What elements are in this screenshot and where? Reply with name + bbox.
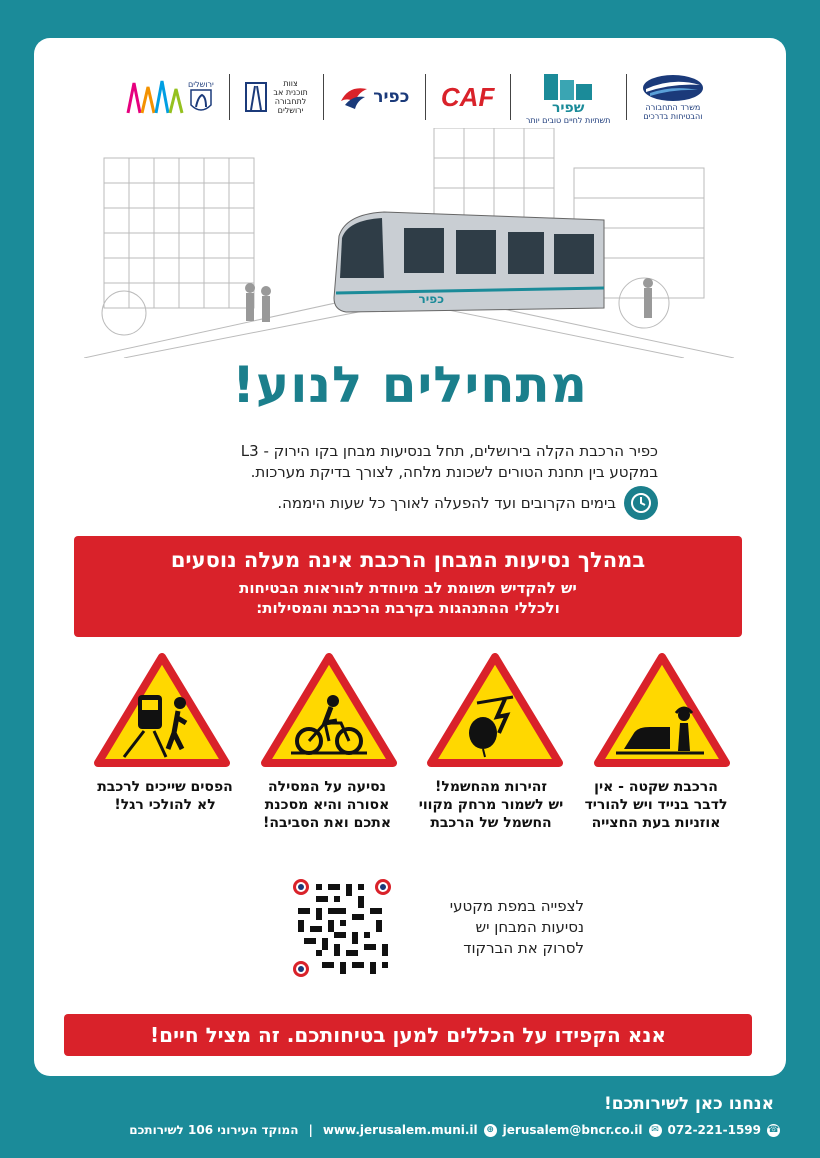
rule-line: זהירות מהחשמל! [435,779,547,795]
rule-captions [86,778,746,878]
qr-line2: נסיעות המבחן יש [475,918,584,936]
qr-line3: לסרוק את הברקוד [463,939,584,957]
rule-line: הרכבת שקטה - אין [594,779,718,795]
warning-sub2: ולכללי ההתנהגות בקרבת הרכבת והמסילות: [256,599,560,617]
shapir-tagline: תשתיות לחיים טובים יותר [525,115,611,125]
logo-divider [229,74,230,120]
intro-line2: במקטע בין תחנת הטורים לשכונת מלחה, לצורך בדיקת מערכות. [250,463,658,481]
safety-signs [94,653,734,768]
footer-title: אנחנו כאן לשירותכם! [603,1094,774,1114]
footer-divider: | [308,1123,313,1137]
globe-icon: ⊕ [484,1124,497,1137]
rule-line: יש לשמור מרחק מקווי [418,797,564,813]
footer-email[interactable]: jerusalem@bncr.co.il [502,1123,643,1137]
caf-logo [441,82,494,113]
rule-line: לדבר בנייד ויש להוריד [584,797,728,813]
kfir-lion-icon [339,83,369,111]
rule-line: הפסים שייכים לרכבת [97,779,233,795]
jerusalem-skyline-icon [124,77,184,117]
kfir-logo [339,83,409,111]
ministry-line2: והבטיחות בדרכים [643,112,703,121]
rule-line: אתכם ואת הסביבה! [262,815,392,831]
rule-line: החשמל של הרכבת [430,815,552,831]
logo-divider [425,74,426,120]
schedule-text: בימים הקרובים ועד להפעלה לאורך כל שעות היממה. [277,494,616,512]
warning-banner [74,536,742,637]
warning-sub1: יש להקדיש תשומת לב מיוחדת להוראות הבטיחות [239,579,577,597]
logo-divider [510,74,511,120]
road-icon [245,82,267,112]
rule-caption-walking [90,778,240,814]
ministry-logo [642,73,704,121]
intro-line1: כפיר הרכבת הקלה בירושלים, תחל בנסיעות מבחן בקו הירוק - L3 [240,442,658,460]
jerusalem-shield-icon [190,89,212,115]
qr-line1: לצפייה במפת מקטעי [449,897,584,915]
rule-caption-silent-train [581,778,731,832]
qr-instructions [404,896,584,959]
transport-team-logo [245,79,307,115]
jerusalem-name: ירושלים [188,79,214,89]
closing-banner: אנא הקפידו על הכללים למען בטיחותכם. זה מציל חיים! [64,1014,752,1056]
kfir-name: כפיר [373,87,410,107]
poster-card [34,38,786,1076]
intro-text [138,441,658,483]
no-walking-icon [94,653,230,768]
email-icon: ✉ [649,1124,662,1137]
shapir-logo [526,70,611,125]
qr-code[interactable] [292,878,392,978]
shapir-buildings-icon [538,70,598,100]
page-title: מתחילים לנוע! [232,356,588,414]
no-cycling-icon [261,653,397,768]
transport-line4: ירושלים [277,106,304,115]
footer-phone[interactable]: 072-221-1599 [667,1123,761,1137]
rule-caption-electric [416,778,566,832]
jerusalem-logo [124,77,214,117]
rule-line: אוזניות בעת החצייה [591,815,721,831]
phone-icon: ☎ [767,1125,780,1135]
ministry-emblem-icon [642,73,704,103]
transport-line2: תוכנית אב [273,88,308,97]
warning-title: במהלך נסיעות המבחן הרכבת אינה מעלה נוסעים [170,548,646,572]
rule-line: אסורה והיא מסכנת [264,797,390,813]
caf-name: CAF [440,81,495,112]
rule-caption-cycling [252,778,402,832]
sponsor-logos [124,64,704,130]
jerusalem-emblem [188,80,214,115]
rule-line: נסיעה על המסילה [268,779,386,795]
footer-contacts [129,1123,780,1137]
footer-hotline: המוקד העירוני 106 לשירותכם [129,1123,299,1137]
transport-team-text [273,79,307,115]
footer-website[interactable]: www.jerusalem.muni.il [322,1123,478,1137]
clock-icon [624,486,658,520]
silent-train-icon [594,653,730,768]
logo-divider [323,74,324,120]
tram-vehicle [334,212,604,312]
ministry-line1: משרד התחבורה [645,103,701,112]
logo-divider [626,74,627,120]
tram-brand: כפיר [418,292,444,306]
transport-line3: לתחבורה [274,97,307,106]
schedule-row [277,486,658,520]
tram-illustration [84,128,734,358]
electric-hazard-icon [427,653,563,768]
shapir-name: שפיר [551,99,585,116]
rule-line: לא להולכי רגל! [114,797,216,813]
transport-line1: צוות [283,79,298,88]
